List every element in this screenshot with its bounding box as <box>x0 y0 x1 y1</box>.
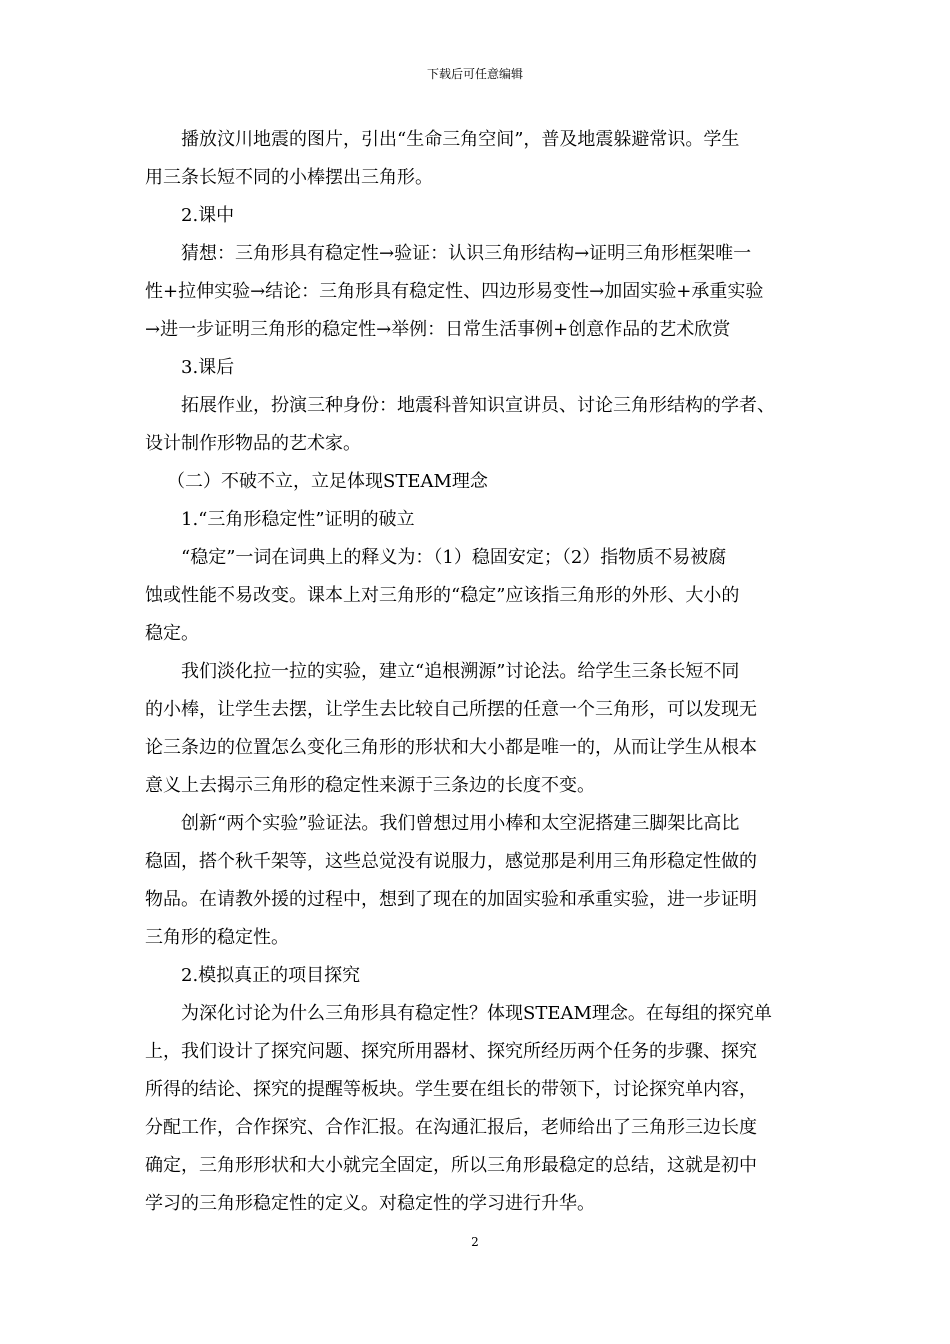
paragraph: “稳定”一词在词典上的释义为：（1）稳固安定；（2）指物质不易被腐 <box>181 547 727 568</box>
section-heading: 1.“三角形稳定性”证明的破立 <box>181 509 415 530</box>
paragraph: 猜想：三角形具有稳定性→验证：认识三角形结构→证明三角形框架唯一 <box>181 243 752 264</box>
paragraph-line: 论三条边的位置怎么变化三角形的形状和大小都是唯一的，从而让学生从根本 <box>145 737 757 758</box>
paragraph-line: 所得的结论、探究的提醒等板块。学生要在组长的带领下，讨论探究单内容， <box>145 1079 757 1100</box>
paragraph: 为深化讨论为什么三角形具有稳定性？体现STEAM理念。在每组的探究单 <box>181 1003 772 1024</box>
paragraph: 拓展作业，扮演三种身份：地震科普知识宣讲员、讨论三角形结构的学者、 <box>181 395 775 416</box>
paragraph-line: 意义上去揭示三角形的稳定性来源于三条边的长度不变。 <box>145 775 595 796</box>
paragraph-line: 学习的三角形稳定性的定义。对稳定性的学习进行升华。 <box>145 1193 595 1214</box>
paragraph-line: 分配工作，合作探究、合作汇报。在沟通汇报后，老师给出了三角形三边长度 <box>145 1117 757 1138</box>
page-number: 2 <box>471 1235 479 1249</box>
section-heading: 2.模拟真正的项目探究 <box>181 965 361 986</box>
paragraph-line: 上，我们设计了探究问题、探究所用器材、探究所经历两个任务的步骤、探究 <box>145 1041 757 1062</box>
paragraph-line: 性+拉伸实验→结论：三角形具有稳定性、四边形易变性→加固实验+承重实验 <box>145 281 764 302</box>
section-heading: （二）不破不立，立足体现STEAM理念 <box>167 471 488 492</box>
paragraph-line: →进一步证明三角形的稳定性→举例：日常生活事例+创意作品的艺术欣赏 <box>145 319 731 340</box>
paragraph: 我们淡化拉一拉的实验，建立“追根溯源”讨论法。给学生三条长短不同 <box>181 661 740 682</box>
paragraph: 创新“两个实验”验证法。我们曾想过用小棒和太空泥搭建三脚架比高比 <box>181 813 740 834</box>
paragraph-line: 用三条长短不同的小棒摆出三角形。 <box>145 167 433 188</box>
section-heading: 2.课中 <box>181 205 235 226</box>
paragraph-line: 物品。在请教外援的过程中，想到了现在的加固实验和承重实验，进一步证明 <box>145 889 757 910</box>
paragraph-line: 确定，三角形形状和大小就完全固定，所以三角形最稳定的总结，这就是初中 <box>145 1155 757 1176</box>
paragraph-line: 三角形的稳定性。 <box>145 927 289 948</box>
paragraph-line: 设计制作形物品的艺术家。 <box>145 433 361 454</box>
paragraph-line: 稳定。 <box>145 623 199 644</box>
page-header: 下载后可任意编辑 <box>426 67 523 81</box>
paragraph: 播放汶川地震的图片，引出“生命三角空间”，普及地震躲避常识。学生 <box>181 129 740 150</box>
paragraph-line: 稳固，搭个秋千架等，这些总觉没有说服力，感觉那是利用三角形稳定性做的 <box>145 851 757 872</box>
paragraph-line: 蚀或性能不易改变。课本上对三角形的“稳定”应该指三角形的外形、大小的 <box>145 585 740 606</box>
paragraph-line: 的小棒，让学生去摆，让学生去比较自己所摆的任意一个三角形，可以发现无 <box>145 699 757 720</box>
document-body <box>145 121 807 1223</box>
section-heading: 3.课后 <box>181 357 235 378</box>
